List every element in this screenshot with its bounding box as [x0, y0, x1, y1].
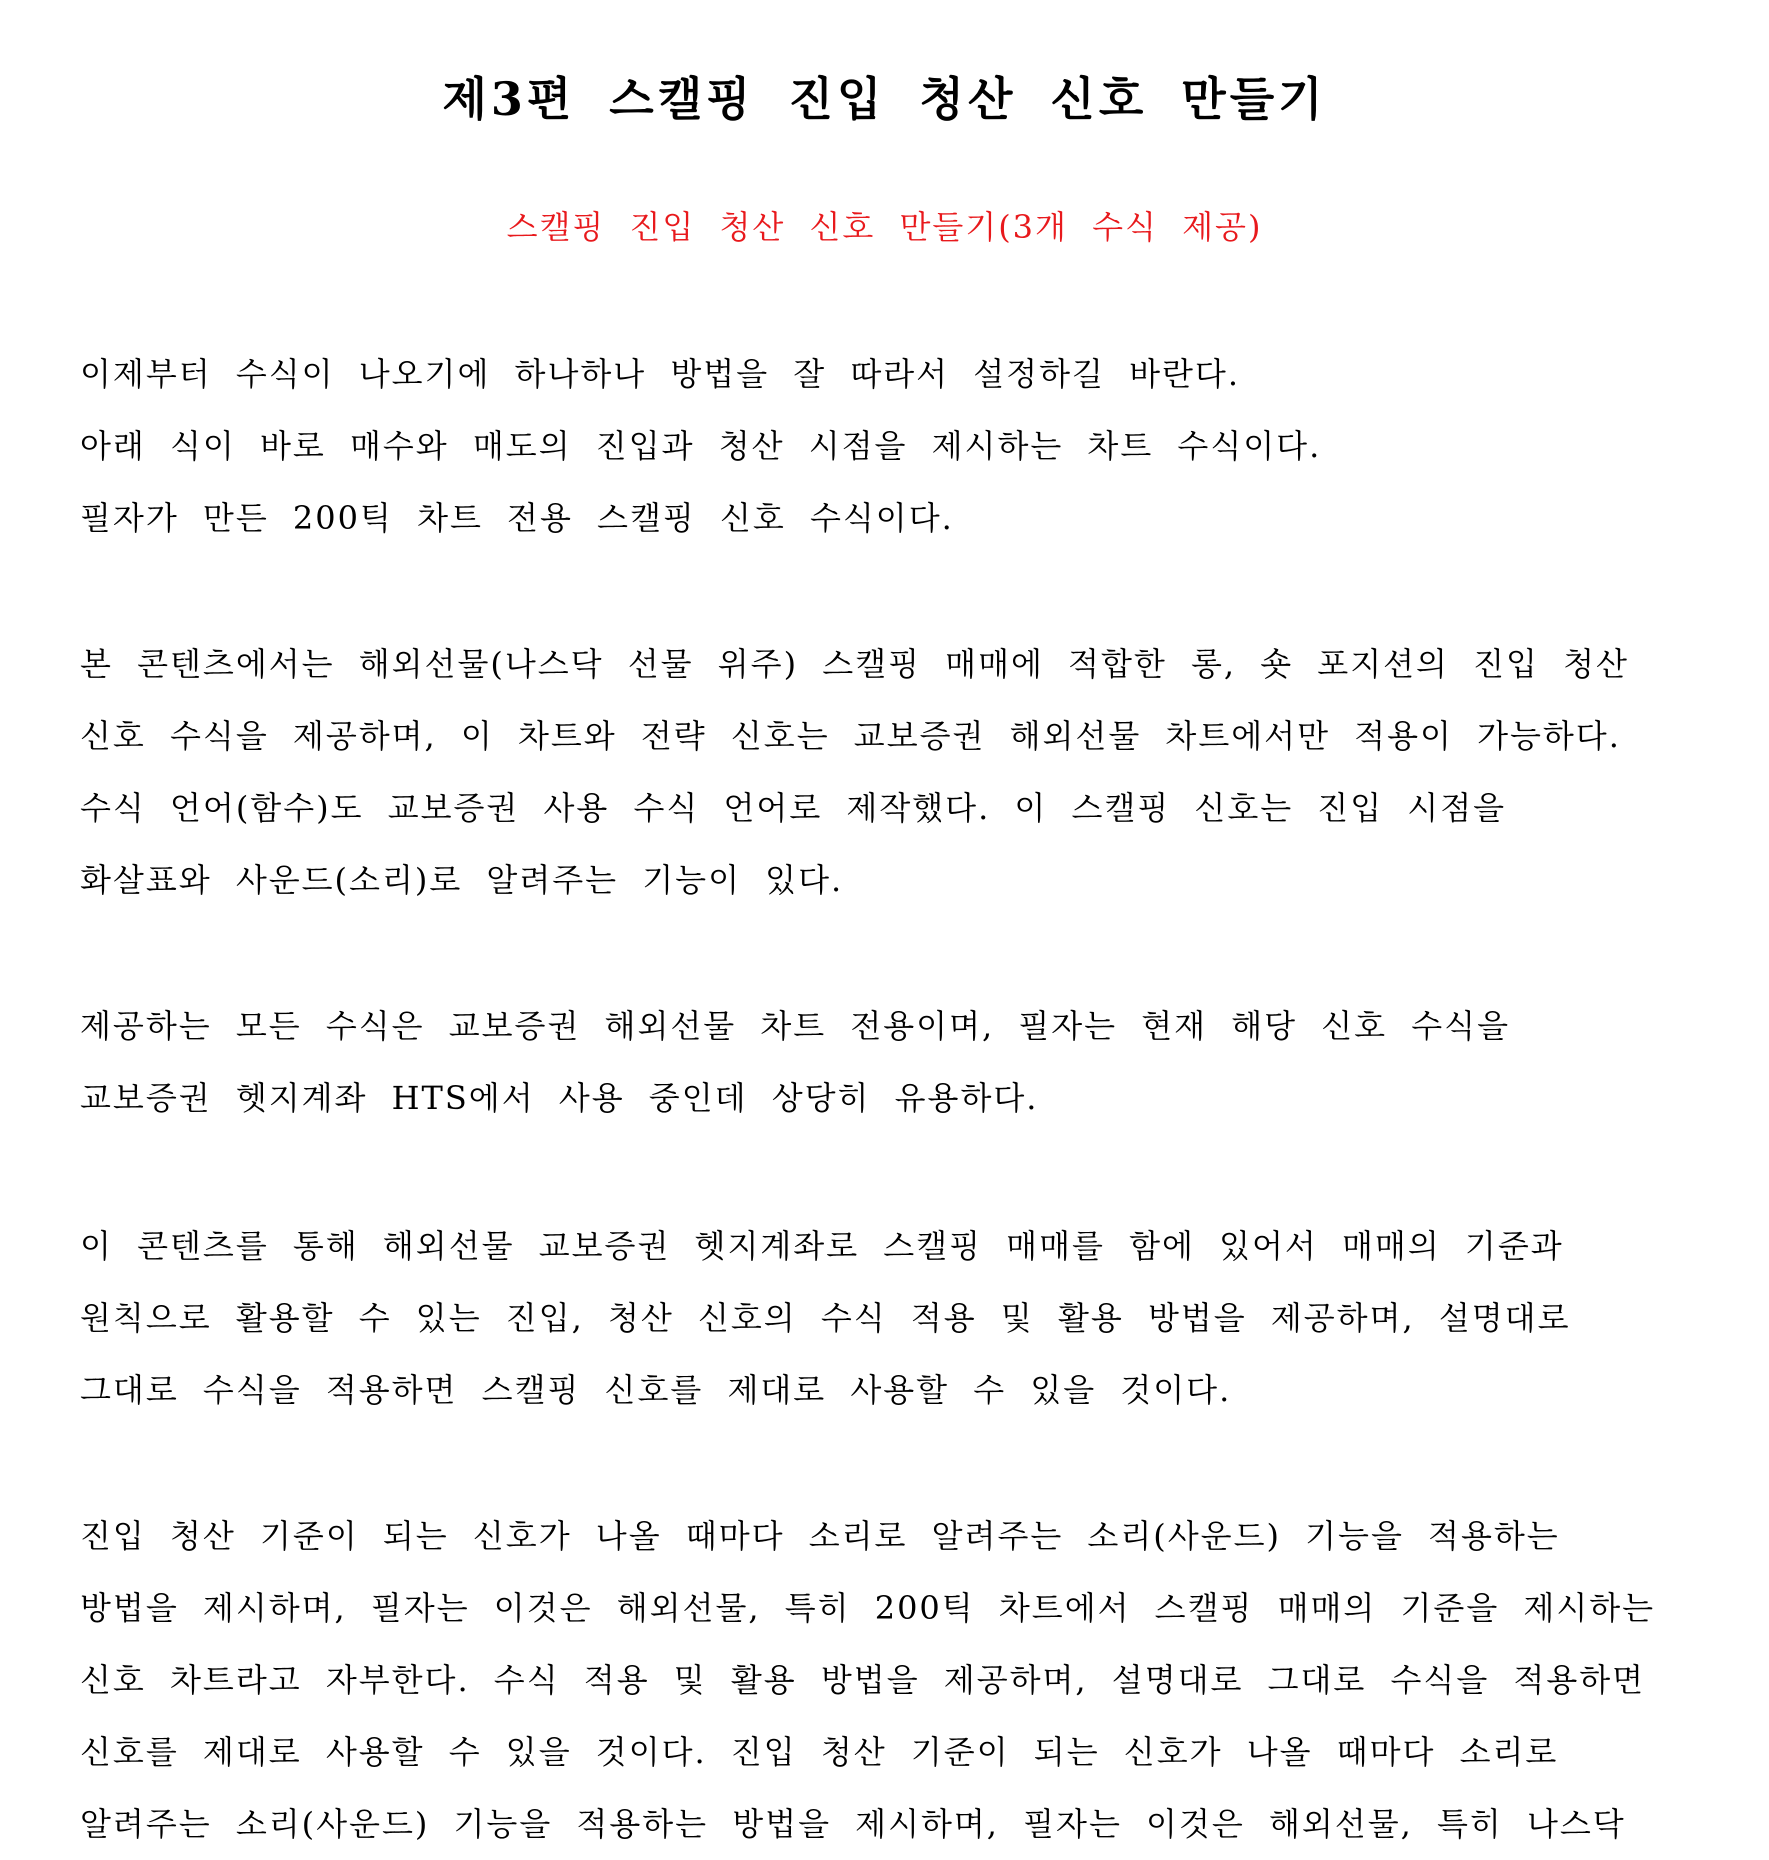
text-line: 그대로 수식을 적용하면 스캘핑 신호를 제대로 사용할 수 있을 것이다. [80, 1371, 1232, 1409]
text-line: 화살표와 사운드(소리)로 알려주는 기능이 있다. [80, 861, 844, 899]
text-line: 진입 청산 기준이 되는 신호가 나올 때마다 소리로 알려주는 소리(사운드) 기능을 적용하는 [80, 1517, 1560, 1555]
text-line: 본 콘텐츠에서는 해외선물(나스닥 선물 위주) 스캘핑 매매에 적합한 롱, 숏 포지션의 진입 청산 [80, 645, 1629, 683]
text-line: 필자가 만든 200틱 차트 전용 스캘핑 신호 수식이다. [80, 499, 954, 537]
text-line: 알려주는 소리(사운드) 기능을 적용하는 방법을 제시하며, 필자는 이것은 해외선물, 특히 나스닥 [80, 1805, 1626, 1843]
text-line: 신호 차트라고 자부한다. 수식 적용 및 활용 방법을 제공하며, 설명대로 그대로 수식을 적용하면 [80, 1661, 1646, 1699]
paragraph-content-overview [80, 628, 1700, 916]
paragraph-sound-alerts [80, 1500, 1700, 1860]
text-line: 이제부터 수식이 나오기에 하나하나 방법을 잘 따라서 설정하길 바란다. [80, 355, 1240, 393]
text-line: 이 콘텐츠를 통해 해외선물 교보증권 헷지계좌로 스캘핑 매매를 함에 있어서 매매의 기준과 [80, 1227, 1564, 1265]
document-subtitle: 스캘핑 진입 청산 신호 만들기(3개 수식 제공) [506, 208, 1263, 246]
text-line: 아래 식이 바로 매수와 매도의 진입과 청산 시점을 제시하는 차트 수식이다. [80, 427, 1322, 465]
text-line: 방법을 제시하며, 필자는 이것은 해외선물, 특히 200틱 차트에서 스캘핑 매매의 기준을 제시하는 [80, 1589, 1656, 1627]
text-line: 원칙으로 활용할 수 있는 진입, 청산 신호의 수식 적용 및 활용 방법을 제공하며, 설명대로 [80, 1299, 1571, 1337]
paragraph-intro [80, 338, 1700, 554]
text-line: 신호 수식을 제공하며, 이 차트와 전략 신호는 교보증권 해외선물 차트에서만 적용이 가능하다. [80, 717, 1621, 755]
text-line: 교보증권 헷지계좌 HTS에서 사용 중인데 상당히 유용하다. [80, 1079, 1039, 1117]
text-line: 신호를 제대로 사용할 수 있을 것이다. 진입 청산 기준이 되는 신호가 나올 때마다 소리로 [80, 1733, 1559, 1771]
paragraph-trading-principles [80, 1210, 1700, 1426]
document-title: 제3편 스캘핑 진입 청산 신호 만들기 [442, 71, 1327, 126]
text-line: 수식 언어(함수)도 교보증권 사용 수식 언어로 제작했다. 이 스캘핑 신호는 진입 시점을 [80, 789, 1507, 827]
paragraph-formula-usage [80, 990, 1700, 1134]
text-line: 제공하는 모든 수식은 교보증권 해외선물 차트 전용이며, 필자는 현재 해당 신호 수식을 [80, 1007, 1510, 1045]
